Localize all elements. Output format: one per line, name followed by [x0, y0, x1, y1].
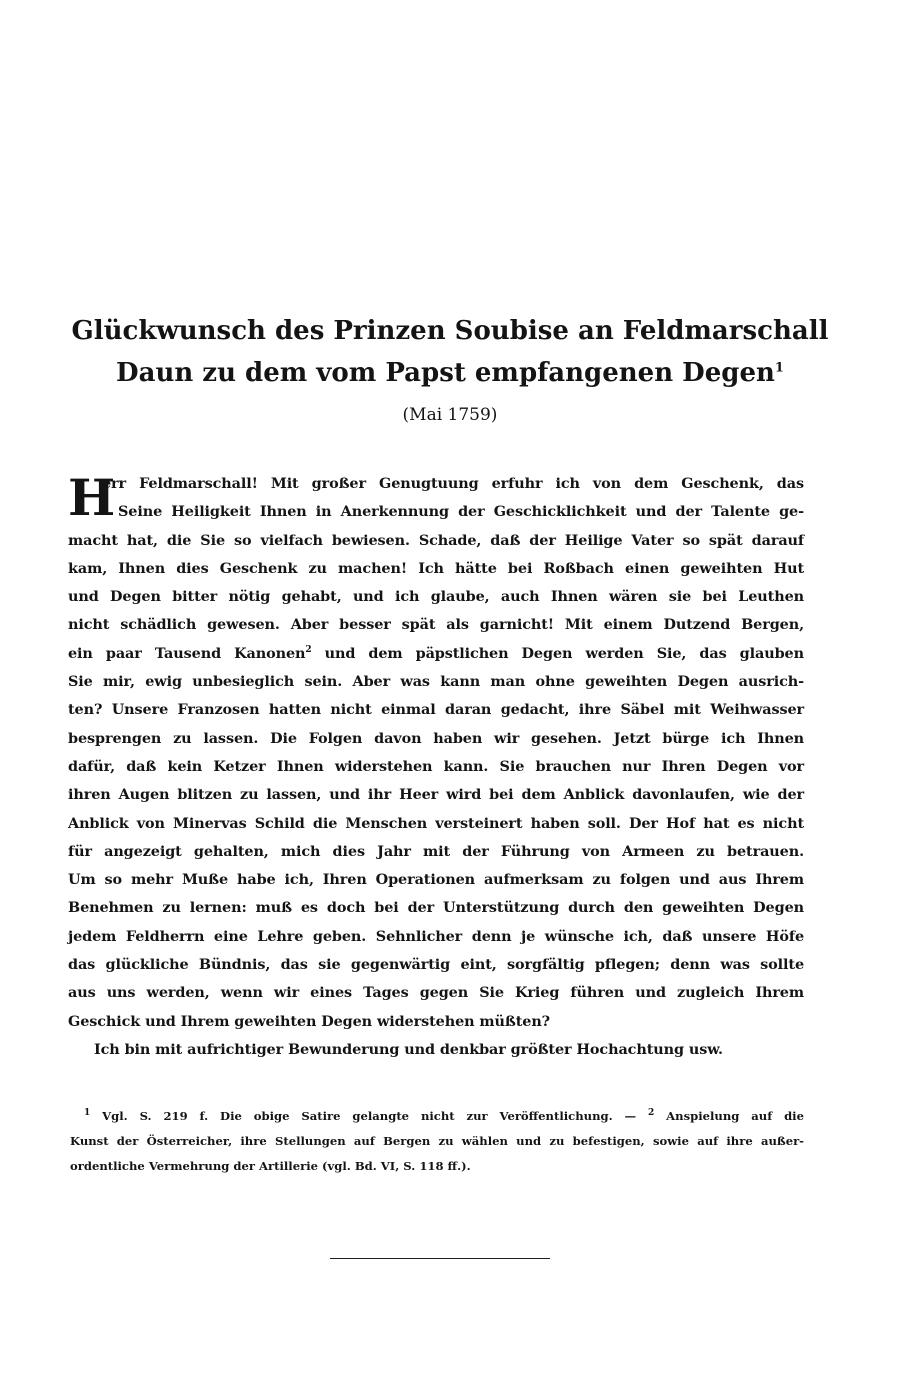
body-line: jedem Feldherrn eine Lehre geben. Sehnlicher denn je wünsche ich, daß unsere Höfe — [68, 927, 804, 945]
body-line: aus uns werden, wenn wir eines Tages gegen Sie Krieg führen und zugleich Ihrem — [68, 984, 804, 1002]
end-rule — [330, 1258, 550, 1259]
body-text-part: und dem päpstlichen Degen werden Sie, das glauben — [324, 644, 804, 662]
body-line: kam, Ihnen dies Geschenk zu machen! Ich hätte bei Roßbach einen geweihten Hut — [68, 559, 804, 577]
body-line: nicht schädlich gewesen. Aber besser spät als garnicht! Mit einem Dutzend Bergen, — [68, 616, 804, 634]
footnote-mark-1: 1 — [84, 1108, 91, 1119]
footnotes — [70, 1104, 804, 1179]
footnote-line: Kunst der Österreicher, ihre Stellungen auf Bergen zu wählen und zu befestigen, sowie auf ihre außer- — [70, 1134, 804, 1148]
body-line: das glückliche Bündnis, das sie gegenwärtig eint, sorgfältig pflegen; denn was sollte — [68, 956, 804, 974]
title-text-1: Glückwunsch des Prinzen Soubise an Feldmarschall — [71, 316, 829, 346]
body-line: macht hat, die Sie so vielfach bewiesen. Schade, daß der Heilige Vater so spät darauf — [68, 531, 804, 549]
footnote-line — [70, 1104, 804, 1129]
body-line: für angezeigt gehalten, mich dies Jahr mit der Führung von Armeen zu betrauen. — [68, 842, 804, 860]
body-line: dafür, daß kein Ketzer Ihnen widerstehen kann. Sie brauchen nur Ihren Degen vor — [68, 757, 804, 775]
title-footnote-mark: 1 — [774, 360, 784, 376]
body-line: Sie mir, ewig unbesieglich sein. Aber was kann man ohne geweihten Degen ausrich- — [68, 673, 804, 691]
body-footnote-mark: 2 — [305, 644, 312, 655]
body-line: Anblick von Minervas Schild die Menschen versteinert haben soll. Der Hof hat es nicht — [68, 814, 804, 832]
body-line: besprengen zu lassen. Die Folgen davon haben wir gesehen. Jetzt bürge ich Ihnen — [68, 729, 804, 747]
letter-body — [68, 470, 804, 1064]
page-title-line-2 — [40, 356, 860, 390]
body-line: ten? Unsere Franzosen hatten nicht einmal daran gedacht, ihre Säbel mit Weihwasser — [68, 701, 804, 719]
footnote-text: Vgl. S. 219 f. Die obige Satire gelangte nicht zur Veröffentlichung. — — [102, 1109, 637, 1123]
drop-cap: H — [68, 468, 116, 527]
body-line: Um so mehr Muße habe ich, Ihren Operationen aufmerksam zu folgen und aus Ihrem — [68, 871, 804, 889]
footnote-text: Anspielung auf die — [666, 1109, 804, 1123]
body-line: Geschick und Ihrem geweihten Degen widerstehen müßten? — [68, 1012, 551, 1030]
page-title-line-1 — [40, 314, 860, 348]
footnote-mark-2: 2 — [648, 1108, 655, 1119]
body-line: ihren Augen blitzen zu lassen, und ihr Heer wird bei dem Anblick davonlaufen, wie der — [68, 786, 804, 804]
body-line: Benehmen zu lernen: muß es doch bei der Unterstützung durch den geweihten Degen — [68, 899, 804, 917]
body-line: Seine Heiligkeit Ihnen in Anerkennung der Geschicklichkeit und der Talente ge- — [118, 503, 804, 521]
closing-line: Ich bin mit aufrichtiger Bewunderung und denkbar größter Hochachtung usw. — [94, 1040, 723, 1058]
footnote-line: ordentliche Vermehrung der Artillerie (vgl. Bd. VI, S. 118 ff.). — [70, 1159, 471, 1173]
body-line-with-footnote — [68, 640, 804, 668]
body-line: und Degen bitter nötig gehabt, und ich glaube, auch Ihnen wären sie bei Leuthen — [68, 588, 804, 606]
body-line: err Feldmarschall! Mit großer Genugtuung erfuhr ich von dem Geschenk, das — [102, 475, 804, 492]
body-text-part: ein paar Tausend Kanonen — [68, 644, 306, 662]
title-text-2: Daun zu dem vom Papst empfangenen Degen — [116, 358, 775, 388]
date-line: (Mai 1759) — [402, 405, 498, 425]
